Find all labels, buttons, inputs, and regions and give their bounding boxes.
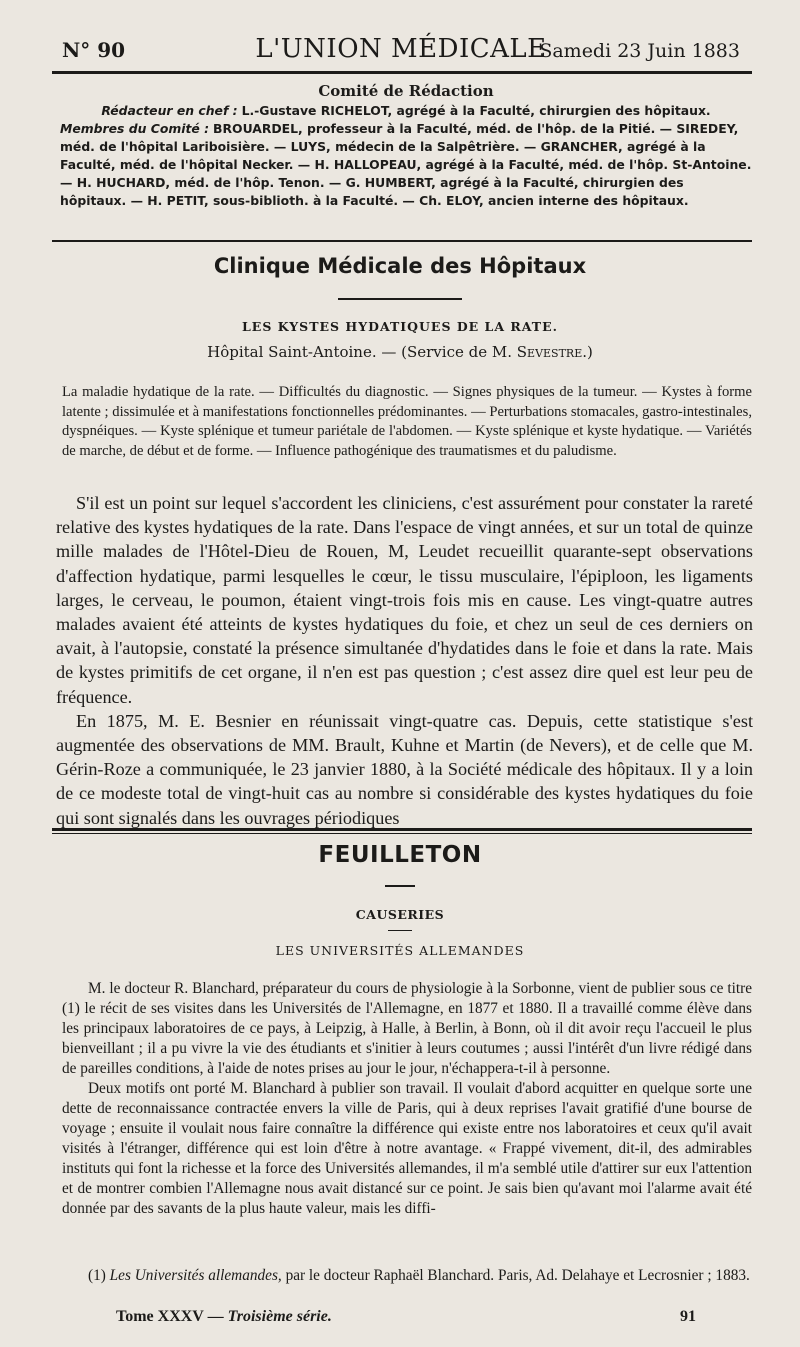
page-footer	[116, 1308, 696, 1326]
universites-heading: LES UNIVERSITÉS ALLEMANDES	[275, 943, 525, 958]
feuilleton-title-rule	[385, 885, 415, 887]
volume-number: Tome XXXV —	[116, 1308, 228, 1325]
clinic-title-rule	[338, 298, 462, 300]
committee-rule	[52, 240, 752, 242]
committee-members-label: Membres du Comité :	[60, 121, 210, 136]
causeries-rule	[388, 930, 412, 931]
footnote-book-title: Les Universités allemandes,	[109, 1267, 282, 1284]
volume-info	[116, 1308, 332, 1325]
chief-editor-label: Rédacteur en chef :	[101, 103, 238, 118]
chief-editor-text: L.-Gustave RICHELOT, agrégé à la Faculté, chirurgien des hôpitaux.	[241, 103, 711, 118]
causeries-heading: CAUSERIES	[355, 907, 445, 922]
hospital-service-chief: Sevestre	[516, 343, 583, 361]
editorial-committee	[60, 82, 752, 210]
clinic-paragraph: S'il est un point sur lequel s'accordent les cliniciens, c'est assurément pour constater la rareté relative des kystes hydatiques de la rate. Dans l'espace de vingt années, et sur un total de quinze mille malades de l'Hôtel-Dieu de Rouen, M, Leudet recueillit quarante-sept observations d'affection hydatique, parmi lesquelles le cœur, le tissu musculaire, l'épiploon, les ligaments larges, le cerveau, le poumon, étaient vingt-trois fois mis en cause. Les vingt-quatre autres malades avaient été atteints de kystes hydatiques du foie, et chez un seul de ces derniers on avait, à l'autopsie, constaté la présence simultanée d'hydatides dans le foie et dans la rate. Mais de kystes primitifs de cet organe, il n'en est pas question ; c'est assez dire quel est leur peu de fréquence.	[56, 493, 753, 707]
masthead-rule	[52, 71, 752, 74]
footnote-mark: (1)	[88, 1267, 106, 1284]
page-number: 91	[680, 1308, 696, 1325]
footnote-text: par le docteur Raphaël Blanchard. Paris, Ad. Delahaye et Lecrosnier ; 1883.	[285, 1267, 750, 1284]
committee-members-text: BROUARDEL, professeur à la Faculté, méd. de l'hôp. de la Pitié. — SIREDEY, méd. de l'hôpital Lariboisière. — LUYS, médecin de la Salpêtrière. — GRANCHER, agrégé à la Faculté, méd. de l'hôpital Necker. — H. HALLOPEAU, agrégé à la Faculté, méd. de l'hôp. St-Antoine. — H. HUCHARD, méd. de l'hôp. Tenon. — G. HUMBERT, agrégé à la Faculté, chirurgien des hôpitaux. — H. PETIT, sous-biblioth. à la Faculté. — Ch. ELOY, ancien interne des hôpitaux.	[60, 121, 752, 208]
clinic-paragraph: En 1875, M. E. Besnier en réunissait vingt-quatre cas. Depuis, cette statistique s'est augmentée des observations de MM. Brault, Kuhne et Martin (de Nevers), et de celle que M. Gérin-Roze a communiquée, le 23 janvier 1880, à la Société médicale des hôpitaux. Il y a loin de ce modeste total de vingt-huit cas au nombre si considérable des kystes hydatiques du foie qui sont signalés dans les ouvrages périodiques	[56, 710, 753, 828]
hospital-service-end: .)	[582, 343, 593, 361]
feuilleton-paragraph: Deux motifs ont porté M. Blanchard à publier son travail. Il voulait d'abord acquitter en quelque sorte une dette de reconnaissance contractée envers la ville de Paris, qui à deux reprises l'avait gratifié d'une bourse de voyage ; ensuite il voulait nous faire connaître la différence qui existe entre nos laboratoires et ceux qu'il avait visités à l'étranger, différence qui est loin d'être à notre avantage. « Frappé vivement, dit-il, des admirables instituts qui font la richesse et la force des Universités allemandes, il m'a semblé utile d'attirer sur eux l'attention et de montrer combien l'Allemagne nous avait distancé sur ce point. Je sais bien qu'avant moi l'alarme avait été donnée par des savants de la plus haute valeur, mais les diffi-	[62, 1080, 752, 1217]
article-summary	[62, 383, 752, 461]
clinic-section-title: Clinique Médicale des Hôpitaux	[213, 254, 587, 278]
hospital-service-text: Hôpital Saint-Antoine. — (Service de M.	[207, 343, 517, 361]
issue-date: Samedi 23 Juin 1883	[539, 40, 740, 62]
footnote	[62, 1266, 752, 1286]
chief-editor	[60, 102, 752, 120]
issue-number: N° 90	[62, 38, 126, 62]
article-summary-text: La maladie hydatique de la rate. — Difficultés du diagnostic. — Signes physiques de la tumeur. — Kystes à forme latente ; dissimulée et à manifestations fonctionnelles prédominantes. — Perturbations stomacales, gastro-intestinales, dyspnéiques. — Kyste splénique et tumeur pariétale de l'abdomen. — Kyste splénique et kyste hydatique. — Variétés de marche, de début et de forme. — Influence pathogénique des traumatismes et du paludisme.	[62, 384, 752, 459]
committee-heading: Comité de Rédaction	[318, 82, 494, 100]
feuilleton-body	[62, 979, 752, 1219]
feuilleton-title: FEUILLETON	[318, 842, 482, 868]
feuilleton-rule-bottom	[52, 833, 752, 834]
series-label: Troisième série.	[227, 1308, 332, 1325]
masthead	[62, 34, 740, 68]
feuilleton-paragraph: M. le docteur R. Blanchard, préparateur du cours de physiologie à la Sorbonne, vient de publier sous ce titre (1) le récit de ses visites dans les Universités de l'Allemagne, en 1877 et 1880. Il a travaillé comme élève dans les principaux laboratoires de ce pays, à Leipzig, à Halle, à Berlin, à Bonn, où il dit avoir reçu l'accueil le plus bienveillant ; il a pu vivre la vie des étudiants et s'initier à leurs coutumes ; aussi l'intérêt d'un livre rédigé dans de pareilles conditions, à l'aide de notes prises au jour le jour, n'échappera-t-il à personne.	[62, 980, 752, 1077]
committee-members	[60, 120, 752, 210]
clinic-article-body	[56, 491, 753, 830]
hospital-service	[0, 343, 800, 361]
journal-title: L'UNION MÉDICALE	[255, 34, 547, 64]
clinic-article-subtitle: LES KYSTES HYDATIQUES DE LA RATE.	[242, 319, 558, 334]
feuilleton-rule-top	[52, 828, 752, 831]
